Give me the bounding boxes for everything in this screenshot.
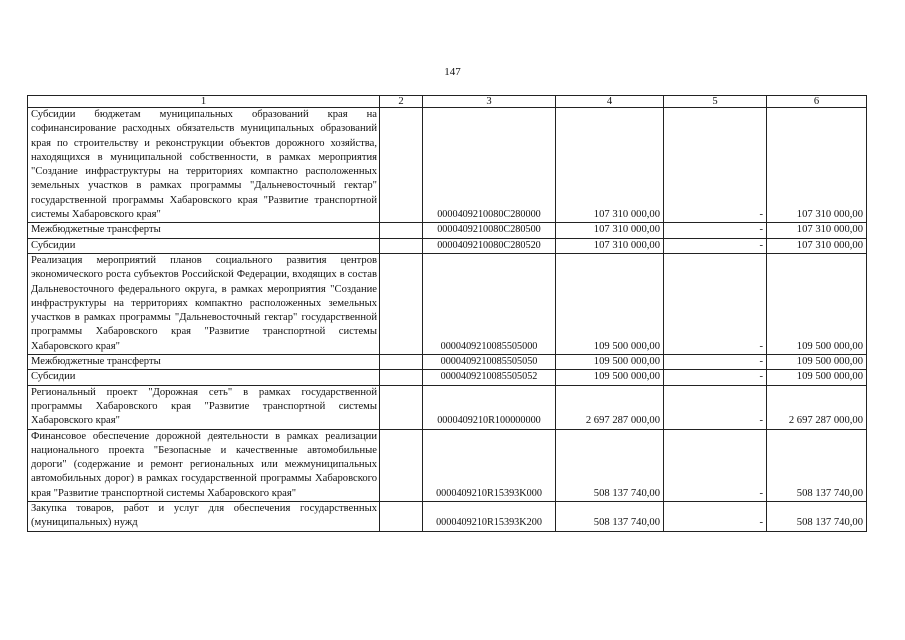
row-col2 <box>380 238 423 253</box>
row-col5: - <box>664 223 767 238</box>
column-header: 2 <box>380 96 423 108</box>
table-row <box>28 385 867 429</box>
row-amount: 107 310 000,00 <box>556 108 664 223</box>
row-amount: 109 500 000,00 <box>556 253 664 354</box>
column-header: 6 <box>767 96 867 108</box>
row-description: Межбюджетные трансферты <box>28 223 380 238</box>
header-row <box>28 96 867 108</box>
table-row <box>28 502 867 532</box>
row-code: 0000409210R15393K000 <box>423 429 556 501</box>
row-description: Закупка товаров, работ и услуг для обеспечения государственных (муниципальных) нужд <box>28 502 380 532</box>
row-description: Субсидии <box>28 238 380 253</box>
budget-table <box>27 95 867 532</box>
column-header: 1 <box>28 96 380 108</box>
row-total: 107 310 000,00 <box>767 108 867 223</box>
row-amount: 508 137 740,00 <box>556 429 664 501</box>
table-row <box>28 355 867 370</box>
page-number: 147 <box>444 66 461 78</box>
table-row <box>28 108 867 223</box>
table-row <box>28 429 867 501</box>
row-col2 <box>380 502 423 532</box>
row-col2 <box>380 429 423 501</box>
row-col5: - <box>664 370 767 385</box>
row-description: Реализация мероприятий планов социального развития центров экономического роста субъектов Российской Федерации, входящих в состав Дальневосточного федерального округа, в рамках мероприятия "Создание инфраструктуры на территориях компактно расположенных земельных участков в рамках программы "Дальневосточный гектар" государственной программы Хабаровского края "Развитие транспортной системы Хабаровского края" <box>28 253 380 354</box>
row-total: 508 137 740,00 <box>767 502 867 532</box>
row-code: 0000409210080C280520 <box>423 238 556 253</box>
row-code: 0000409210085505000 <box>423 253 556 354</box>
row-col5: - <box>664 502 767 532</box>
row-col2 <box>380 355 423 370</box>
row-col5: - <box>664 108 767 223</box>
row-col5: - <box>664 355 767 370</box>
column-header: 5 <box>664 96 767 108</box>
column-header: 4 <box>556 96 664 108</box>
column-header: 3 <box>423 96 556 108</box>
row-amount: 508 137 740,00 <box>556 502 664 532</box>
row-total: 109 500 000,00 <box>767 355 867 370</box>
row-amount: 109 500 000,00 <box>556 355 664 370</box>
table-row <box>28 238 867 253</box>
row-col5: - <box>664 429 767 501</box>
row-code: 0000409210R15393K200 <box>423 502 556 532</box>
row-code: 0000409210080C280500 <box>423 223 556 238</box>
row-code: 0000409210085505052 <box>423 370 556 385</box>
row-col5: - <box>664 238 767 253</box>
row-description: Субсидии бюджетам муниципальных образований края на софинансирование расходных обязательств муниципальных образований края по строительству и реконструкции объектов дорожного хозяйства, находящихся в муниципальной собственности, в рамках мероприятия "Создание инфраструктуры на территориях компактно расположенных земельных участков в рамках программы "Дальневосточный гектар" государственной программы Хабаровского края "Развитие транспортной системы Хабаровского края" <box>28 108 380 223</box>
row-col2 <box>380 385 423 429</box>
row-total: 109 500 000,00 <box>767 370 867 385</box>
table-body <box>28 108 867 532</box>
row-description: Региональный проект "Дорожная сеть" в рамках государственной программы Хабаровского края "Развитие транспортной системы Хабаровского края" <box>28 385 380 429</box>
row-col2 <box>380 223 423 238</box>
table-row <box>28 223 867 238</box>
row-description: Финансовое обеспечение дорожной деятельности в рамках реализации национального проекта "Безопасные и качественные автомобильные дороги" (содержание и ремонт региональных или межмуниципальных автомобильных дорог) в рамках государственной программы Хабаровского края "Развитие транспортной системы Хабаровского края" <box>28 429 380 501</box>
row-amount: 107 310 000,00 <box>556 238 664 253</box>
row-code: 0000409210085505050 <box>423 355 556 370</box>
row-code: 0000409210080C280000 <box>423 108 556 223</box>
row-total: 107 310 000,00 <box>767 238 867 253</box>
row-total: 109 500 000,00 <box>767 253 867 354</box>
row-amount: 109 500 000,00 <box>556 370 664 385</box>
row-col5: - <box>664 253 767 354</box>
row-description: Субсидии <box>28 370 380 385</box>
table-row <box>28 370 867 385</box>
table-row <box>28 253 867 354</box>
row-total: 2 697 287 000,00 <box>767 385 867 429</box>
row-col2 <box>380 370 423 385</box>
row-col2 <box>380 253 423 354</box>
row-total: 107 310 000,00 <box>767 223 867 238</box>
row-description: Межбюджетные трансферты <box>28 355 380 370</box>
row-col2 <box>380 108 423 223</box>
row-amount: 2 697 287 000,00 <box>556 385 664 429</box>
row-amount: 107 310 000,00 <box>556 223 664 238</box>
row-total: 508 137 740,00 <box>767 429 867 501</box>
row-code: 0000409210R100000000 <box>423 385 556 429</box>
row-col5: - <box>664 385 767 429</box>
